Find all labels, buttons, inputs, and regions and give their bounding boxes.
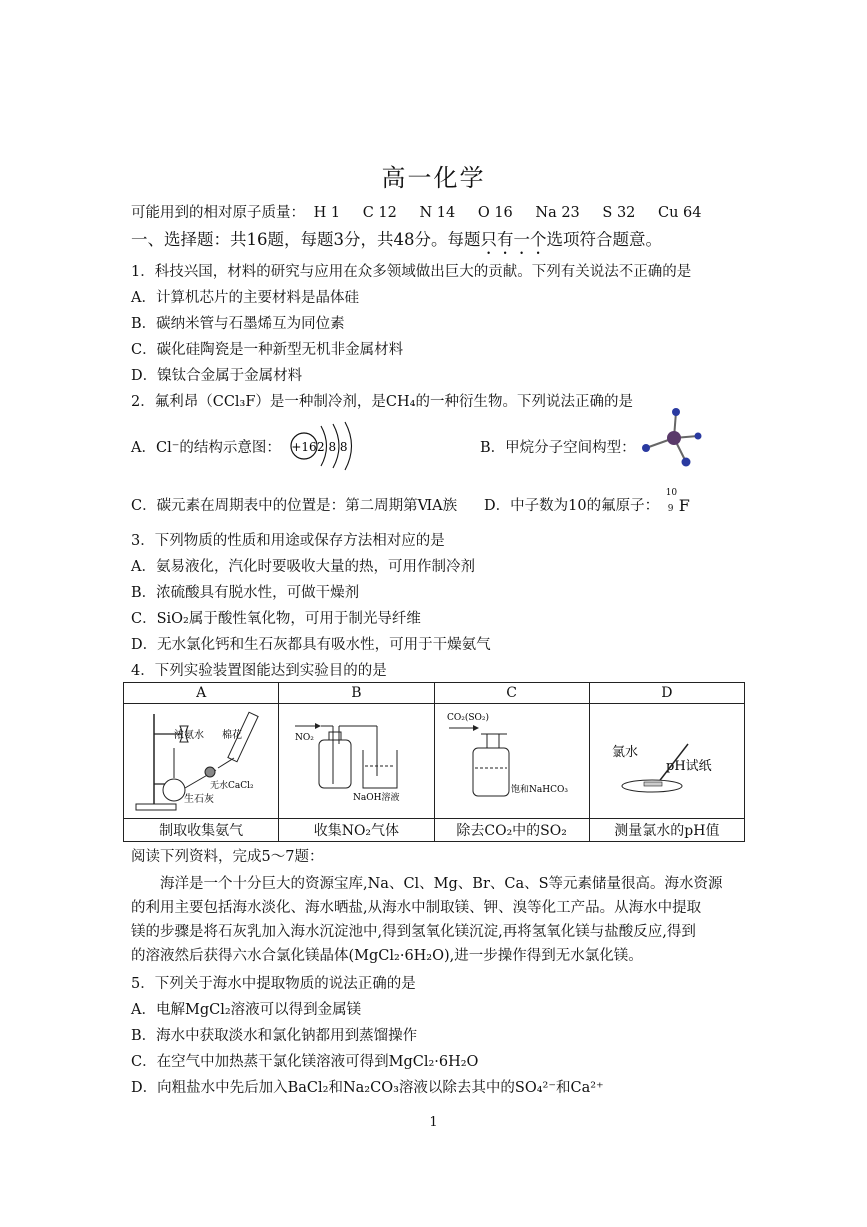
caption-a: 制取收集氨气 [124, 819, 279, 842]
mass-h: H 1 [313, 205, 341, 221]
q3-option-c: C．SiO₂属于酸性氧化物，可用于制光导纤维 [131, 611, 421, 627]
apparatus-a [124, 704, 279, 819]
apparatus-d [589, 704, 744, 819]
caption-c: 除去CO₂中的SO₂ [434, 819, 589, 842]
fluorine-nuclide [664, 488, 694, 516]
label-naoh-solution: NaOH溶液 [353, 793, 400, 803]
reading-line-3: 镁的步骤是将石灰乳加入海水沉淀池中,得到氢氧化镁沉淀,再将氢氧化镁与盐酸反应,得到 [131, 924, 696, 940]
mass-n: N 14 [419, 205, 456, 221]
caption-d: 测量氯水的pH值 [589, 819, 744, 842]
section-heading-emphasis: 只有一个 [480, 230, 547, 249]
label-quicklime: 生石灰 [184, 794, 215, 805]
q2-option-d [484, 488, 694, 516]
mass-o: O 16 [477, 205, 513, 221]
q1-option-d: D．镍钛合金属于金属材料 [131, 368, 303, 384]
q3-option-a: A．氨易液化，汽化时要吸收大量的热，可用作制冷剂 [131, 559, 475, 575]
q1-option-c: C．碳化硅陶瓷是一种新型无机非金属材料 [131, 342, 404, 358]
reading-intro: 阅读下列资料，完成5～7题： [131, 849, 324, 865]
reading-line-2: 的利用主要包括海水淡化、海水晒盐,从海水中制取镁、钾、溴等化工产品。从海水中提取 [131, 900, 702, 916]
label-cotton: 棉花 [222, 730, 243, 741]
experiment-table [123, 682, 745, 842]
atomic-mass-label: 可能用到的相对原子质量： [131, 205, 305, 221]
table-header-d: D [589, 683, 744, 704]
q3-option-d: D．无水氯化钙和生石灰都具有吸水性，可用于干燥氨气 [131, 637, 491, 653]
label-co2-so2: CO₂(SO₂) [446, 713, 489, 723]
q1-option-b: B．碳纳米管与石墨烯互为同位素 [131, 316, 345, 332]
table-header-b: B [279, 683, 434, 704]
q2-option-c: C．碳元素在周期表中的位置是：第二周期第ⅥA族 [131, 498, 458, 514]
q5-option-b: B．海水中获取淡水和氯化钠都用到蒸馏操作 [131, 1028, 418, 1044]
q4-stem: 4．下列实验装置图能达到实验目的的是 [131, 663, 387, 679]
mass-cu: Cu 64 [658, 205, 702, 221]
no2-collection-apparatus [281, 704, 431, 814]
label-anhydrous-cacl2: 无水CaCl₂ [210, 781, 254, 791]
apparatus-b [279, 704, 434, 819]
gas-washing-apparatus [437, 704, 587, 814]
atomic-mass-line [131, 201, 720, 222]
ammonia-preparation-apparatus [126, 704, 276, 814]
mass-na: Na 23 [535, 205, 580, 221]
label-ph-paper: pH试纸 [665, 759, 712, 774]
section-heading-post: 选项符合题意。 [546, 230, 662, 249]
q2-stem: 2．氟利昂（CCl₃F）是一种制冷剂，是CH₄的一种衍生物。下列说法正确的是 [131, 394, 633, 410]
q3-option-b: B．浓硫酸具有脱水性，可做干燥剂 [131, 585, 360, 601]
mass-s: S 32 [602, 205, 636, 221]
label-no2-inlet: NO₂ [295, 733, 315, 743]
ph-measurement-apparatus [592, 704, 742, 814]
nucleus-charge: +16 [291, 440, 317, 454]
q2-option-b: B．甲烷分子空间构型： [480, 440, 636, 456]
nuclide-mass-number: 10 [665, 488, 678, 498]
q5-stem: 5．下列关于海水中提取物质的说法正确的是 [131, 976, 416, 992]
caption-b: 收集NO₂气体 [279, 819, 434, 842]
q1-stem: 1．科技兴国，材料的研究与应用在众多领域做出巨大的贡献。下列有关说法不正确的是 [131, 264, 692, 280]
reading-line-4: 的溶液然后获得六水合氯化镁晶体(MgCl₂·6H₂O),进一步操作得到无水氯化镁。 [131, 948, 643, 964]
q2-option-d-text: D．中子数为10的氟原子： [484, 498, 660, 514]
nuclide-symbol: F [678, 496, 690, 515]
cl-ion-structure-diagram [288, 418, 368, 474]
electron-shells: 2 8 8 [317, 440, 348, 454]
table-header-a: A [124, 683, 279, 704]
apparatus-c [434, 704, 589, 819]
methane-model-icon [638, 406, 706, 470]
section-heading-pre: 一、选择题：共16题，每题3分，共48分。每题 [131, 230, 481, 249]
label-saturated-nahco3: 饱和NaHCO₃ [510, 785, 568, 795]
page-title: 高一化学 [381, 164, 486, 192]
q5-option-c: C．在空气中加热蒸干氯化镁溶液可得到MgCl₂·6H₂O [131, 1054, 479, 1070]
q5-option-d: D．向粗盐水中先后加入BaCl₂和Na₂CO₃溶液以除去其中的SO₄²⁻和Ca²⁺ [131, 1080, 604, 1096]
label-conc-ammonia: 浓氨水 [174, 730, 205, 741]
q5-option-a: A．电解MgCl₂溶液可以得到金属镁 [131, 1002, 362, 1018]
page-number: 1 [429, 1115, 438, 1130]
reading-line-1: 海洋是一个十分巨大的资源宝库,Na、Cl、Mg、Br、Ca、S等元素储量很高。海水资源 [160, 876, 723, 892]
q3-stem: 3．下列物质的性质和用途或保存方法相对应的是 [131, 533, 445, 549]
label-chlorine-water: 氯水 [611, 745, 638, 760]
nuclide-atomic-number: 9 [667, 504, 674, 514]
q1-option-a: A．计算机芯片的主要材料是晶体硅 [131, 290, 359, 306]
section-heading [131, 226, 662, 258]
q2-option-a: A．Cl⁻的结构示意图： [131, 440, 281, 456]
table-header-c: C [434, 683, 589, 704]
mass-c: C 12 [362, 205, 397, 221]
